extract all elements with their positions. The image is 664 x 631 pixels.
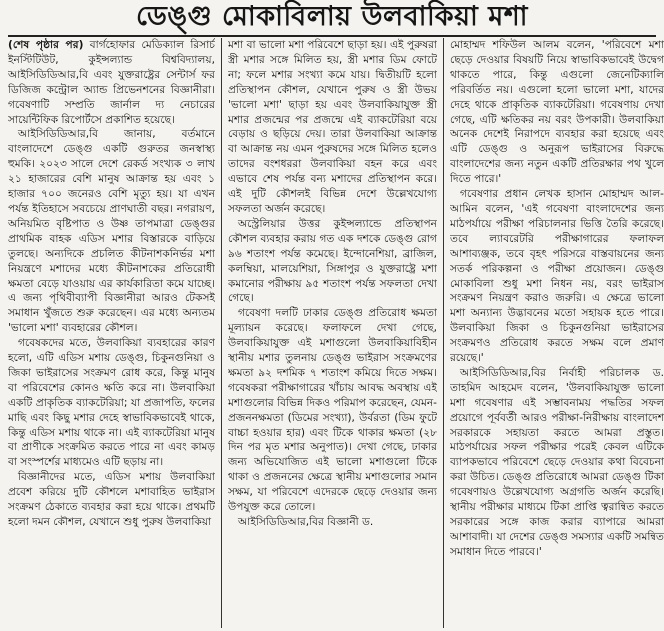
column-divider bbox=[443, 38, 444, 628]
article-columns bbox=[8, 38, 664, 628]
headline-rule bbox=[8, 35, 656, 37]
paragraph: মোহাম্মদ শফিউল আলম বলেন, 'পরিবেশে মশা ছেড়ে দেওয়ার বিষয়টি নিয়ে স্বাভাবিকভাবেই উদ্বেগ থাকতে পারে, কিন্তু এগুলো জেনেটিক্যালি পরিবর্তিত নয়। এগুলো হলো ভালো মশা, যাদের দেহে থাকে প্রাকৃতিক ব্যাকটেরিয়া। গবেষণায় দেখা গেছে, এটি ক্ষতিকর নয় বরং উপকারী। উলবাকিয়া অনেক দেশেই নিরাপদে ব্যবহার করা হয়েছে এবং এটি ডেঙ্গু ও অনুরূপ ভাইরাসের বিরুদ্ধে বাংলাদেশের জন্য নতুন একটি প্রতিরক্ষার পথ খুলে দিতে পারে।' bbox=[450, 39, 664, 186]
paragraph: আইসিডিডিআর,বির নির্বাহী পরিচালক ড. তাহমিদ আহমেদ বলেন, 'উলবাকিয়াযুক্ত ভালো মশা গবেষণার এই সম্ভাবনাময় পদ্ধতির সফল প্রয়োগে পূর্ববর্তী আরও পরীক্ষা-নিরীক্ষায় বাংলাদেশ সরকারকে সহায়তা করতে আমরা প্রস্তুত। মাঠপর্যায়ের সফল পরীক্ষার পরেই কেবল এটিকে ব্যাপকভাবে পরিবেশে ছেড়ে দেওয়ার কথা বিবেচনা করা উচিত। ডেঙ্গু প্রতিরোধে আমরা ডেঙ্গু টিকা গবেষণায়ও উল্লেখযোগ্য অগ্রগতি অর্জন করেছি। স্থানীয় পরীক্ষার মাধ্যমে টিকা প্রাপ্তি ত্বরান্বিত করতে সরকারের সঙ্গে কাজ করার ব্যাপারে আমরা আশাবাদী। যা দেশের ডেঙ্গু সমস্যার একটি সমন্বিত সমাধান দিতে পারবে।' bbox=[450, 366, 664, 558]
paragraph: আইসিডিডিআর,বির বিজ্ঞানী ড. bbox=[238, 516, 374, 528]
paragraph: মশা বা ভালো মশা পরিবেশে ছাড়া হয়। এই পুরুষরা স্ত্রী মশার সঙ্গে মিলিত হয়, স্ত্রী মশার ডিম ফোটে না; ফলে মশার সংখ্যা কমে যায়। দ্বিতীয়টি হলো প্রতিস্থাপন কৌশল, যেখানে পুরুষ ও স্ত্রী উভয় 'ভালো মশা' ছাড়া হয় এবং উলবাকিয়াযুক্ত স্ত্রী মশার প্রজন্মের পর প্রজন্মে এই ব্যাকটেরিয়া বয়ে বেড়ায় ও ছড়িয়ে দেয়। তারা উলবাকিয়া আক্রান্ত বা আক্রান্ত নয় এমন পুরুষদের সঙ্গে মিলিত হলেও তাদের বংশধররা উলবাকিয়া বহন করে এবং এভাবে শেষ পর্যন্ত বন্য মশাদের প্রতিস্থাপন করে। এই দুটি কৌশলই বিভিন্ন দেশে উল্লেখযোগ্য সফলতা অর্জন করেছে। bbox=[228, 39, 437, 215]
column-2 bbox=[228, 38, 437, 628]
paragraph: অস্ট্রেলিয়ার উত্তর কুইন্সল্যান্ডে প্রতিস্থাপন কৌশল ব্যবহার করায় গত এক দশকে ডেঙ্গু রোগ ৯৬ শতাংশ পর্যন্ত কমেছে। ইন্দোনেশিয়া, ব্রাজিল, কলম্বিয়া, মালয়েশিয়া, সিঙ্গাপুর ও যুক্তরাষ্ট্রে মশা কমানোর পরীক্ষায় ৯৫ শতাংশ পর্যন্ত সফলতা দেখা গেছে। bbox=[228, 217, 437, 305]
paragraph bbox=[8, 38, 215, 127]
paragraph: গবেষণার প্রধান লেখক হাসান মোহাম্মদ আল-আমিন বলেন, 'এই গবেষণা বাংলাদেশের জন্য মাঠপর্যায়ে পরীক্ষা পরিচালনার ভিত্তি তৈরি করেছে। তবে ল্যাবরেটরি পরীক্ষাগারের ফলাফল আশাব্যঞ্জক, তবে বৃহৎ পরিসরে বাস্তবায়নের জন্য সতর্ক পরিকল্পনা ও পরীক্ষা প্রয়োজন। ডেঙ্গু মোকাবিলা শুধু মশা নিধন নয়, বরং ভাইরাস সংক্রমণ নিয়ন্ত্রণ করাও জরুরি। এ ক্ষেত্রে ভালো মশা অন্যান্য উদ্ভাবনের মতো সহায়ক হতে পারে। উলবাকিয়া জিকা ও চিকুনগুনিয়া ভাইরাসের সংক্রমণও প্রতিরোধ করতে সক্ষম বলে প্রমাণ রয়েছে।' bbox=[450, 188, 664, 365]
column-1 bbox=[8, 38, 215, 628]
column-3 bbox=[450, 38, 664, 628]
continued-tag: (শেষ পৃষ্ঠার পর) bbox=[8, 39, 84, 51]
paragraph-text: বার্গহোফার মেডিক্যাল রিসার্চ ইনস্টিটিউট, কুইন্সল্যান্ড বিশ্ববিদ্যালয়, আইসিডিডিআর,বি এবং যুক্তরাষ্ট্রের সেন্টার্স ফর ডিজিজ কন্ট্রোল অ্যান্ড প্রিভেনশনের বিজ্ঞানীরা। গবেষণাটি সম্প্রতি জার্নাল দ্য নেচারের সায়েন্টিফিক রিপোর্টসে প্রকাশিত হয়েছে। bbox=[8, 39, 215, 126]
paragraph: আইসিডিডিআর,বি জানায়, বর্তমানে বাংলাদেশে ডেঙ্গু একটি গুরুতর জনস্বাস্থ্য হুমকি। ২০২৩ সালে দেশে রেকর্ড সংখ্যক ৩ লাখ ২১ হাজারের বেশি মানুষ আক্রান্ত হয় এবং ১ হাজার ৭০০ জনেরও বেশি মৃত্যু হয়। যা এখন পর্যন্ত ইতিহাসে সবচেয়ে প্রাণঘাতী বছর। নগরায়ণ, অনিয়মিত বৃষ্টিপাত ও উষ্ণ তাপমাত্রা ডেঙ্গুর প্রাথমিক বাহক এডিস মশার বিস্তারকে বাড়িয়ে তুলছে। অন্যদিকে প্রচলিত কীটনাশকনির্ভর মশা নিয়ন্ত্রণে মশাদের মধ্যে কীটনাশকের প্রতিরোধী ক্ষমতা বেড়ে যাওয়ায় এর কার্যকারিতা কমে যাচ্ছে। এ জন্য পৃথিবীব্যাপী বিজ্ঞানীরা আরও টেকসই সমাধান খুঁজতে শুরু করেছেন। এর মধ্যে অন্যতম 'ভালো মশা' ব্যবহারের কৌশল। bbox=[8, 128, 215, 335]
paragraph: গবেষকদের মতে, উলবাকিয়া ব্যবহারের কারণ হলো, এটি এডিস মশায় ডেঙ্গু, চিকুনগুনিয়া ও জিকা ভাইরাসের সংক্রমণ রোধ করে, কিন্তু মানুষ বা পরিবেশের কোনও ক্ষতি করে না। উলবাকিয়া একটি প্রাকৃতিক ব্যাকটেরিয়া; যা প্রজাপতি, ফলের মাছি এবং কিছু মশার দেহে স্বাভাবিকভাবেই থাকে, কিন্তু এডিস মশায় থাকে না। এই ব্যাকটেরিয়া মানুষ বা প্রাণীকে সংক্রমিত করতে পারে না এবং কামড় বা সংস্পর্শের মাধ্যমেও এটি ছড়ায় না। bbox=[8, 337, 215, 469]
paragraph: বিজ্ঞানীদের মতে, এডিস মশায় উলবাকিয়া প্রবেশ করিয়ে দুটি কৌশলে মশাবাহিত ভাইরাস সংক্রমণ ঠেকাতে ব্যবহার করা হয়ে থাকে। প্রথমটি হলো দমন কৌশল, যেখানে শুধু পুরুষ উলবাকিয়া bbox=[8, 471, 215, 528]
article-headline: ডেঙ্গু মোকাবিলায় উলবাকিয়া মশা bbox=[135, 1, 529, 32]
paragraph: গবেষণা দলটি ঢাকার ডেঙ্গু প্রতিরোধ ক্ষমতা মূল্যায়ন করেছে। ফলাফলে দেখা গেছে, উলবাকিয়াযুক্ত এই মশাগুলো উলবাকিয়াবিহীন স্থানীয় মশার তুলনায় ডেঙ্গু ভাইরাস সংক্রমণের ক্ষমতা ৯২ দশমিক ৭ শতাংশ কমিয়ে দিতে সক্ষম। গবেষকরা পরীক্ষাগারের খাঁচায় আবদ্ধ অবস্থায় এই মশাগুলোর বিভিন্ন দিকও পরিমাপ করেছেন, যেমন- প্রজননক্ষমতা (ডিমের সংখ্যা), উর্বরতা (ডিম ফুটে বাচ্চা হওয়ার হার) এবং টিকে থাকার ক্ষমতা (২৮ দিন পর মৃত মশার অনুপাত)। দেখা গেছে, ঢাকার জন্য অভিযোজিত এই ভালো মশাগুলো টিকে থাকা ও প্রজননের ক্ষেত্রে স্থানীয় মশাগুলোর সমান সক্ষম, যা পরিবেশে এদেরকে ছেড়ে দেওয়ার জন্য উপযুক্ত করে তোলে। bbox=[228, 307, 437, 514]
column-divider bbox=[221, 38, 222, 628]
